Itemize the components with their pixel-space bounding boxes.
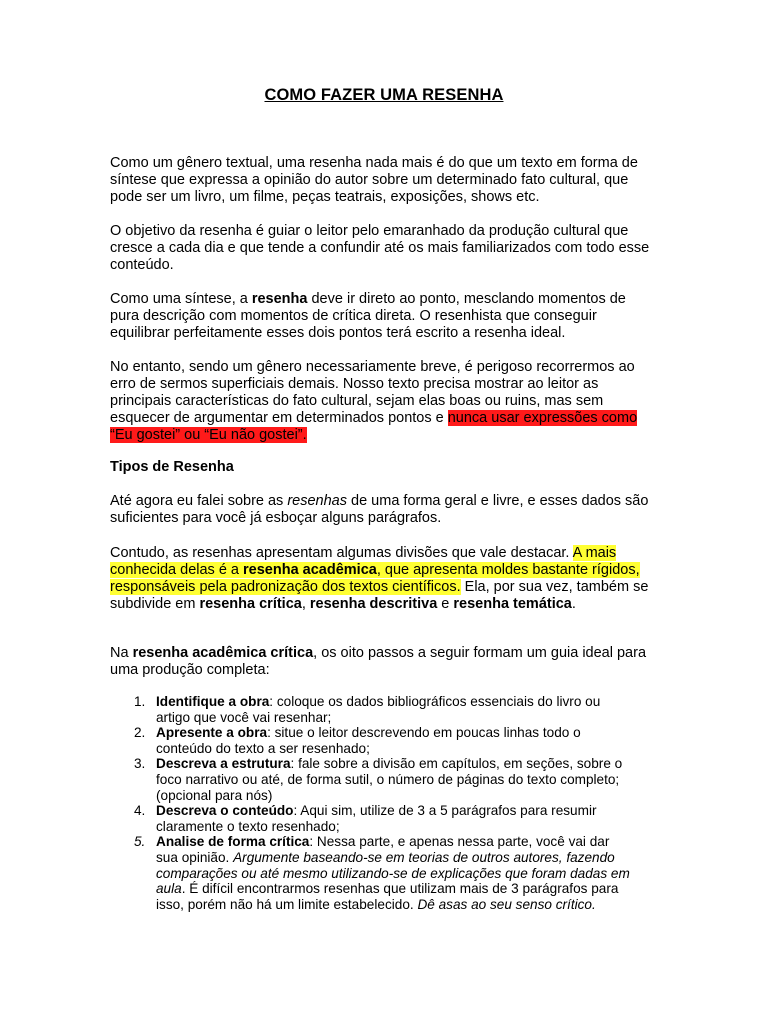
bold-term: resenha temática (453, 596, 572, 612)
text-run: : Aqui sim, utilize de 3 a 5 parágrafos para resumir claramente o texto resenhado; (156, 803, 597, 834)
text-run: : situe o leitor descrevendo em poucas linhas todo o conteúdo do texto a ser resenhado; (156, 725, 581, 756)
italic-term: Dê asas ao seu senso crítico. (417, 896, 596, 912)
list-number: 5. (134, 834, 146, 850)
bold-term: Apresente a obra (156, 725, 268, 741)
bold-term: Descreva a estrutura (156, 756, 291, 772)
list-number: 1. (134, 694, 146, 709)
list-item (110, 803, 630, 834)
paragraph-academic (110, 545, 655, 613)
text-run: A mais conhecida delas é a (110, 545, 617, 578)
bold-term: resenha descritiva (309, 596, 438, 612)
text-run: Na (110, 645, 133, 661)
paragraph-synthesis (110, 291, 655, 342)
italic-term: Argumente baseando-se em teorias de outros autores, fazendo comparações ou até mesmo utilizando-se de explicações que foram dadas em aula (156, 849, 630, 897)
text-run: , que apresenta moldes bastante rígidos, responsáveis pela padronização dos textos científicos. (110, 562, 640, 595)
text-run: Como uma síntese, a (110, 291, 252, 307)
text-run: . (571, 596, 576, 612)
paragraph-steps-intro (110, 645, 655, 679)
list-number: 3. (134, 756, 146, 772)
paragraph-intro: Como um gênero textual, uma resenha nada mais é do que um texto em forma de síntese que expressa a opinião do autor sobre um determinado fato cultural, que pode ser um livro, um filme, peças teatrais, exposições, shows etc. (110, 155, 638, 205)
bold-term: resenha crítica (199, 596, 302, 612)
bold-term: resenha (251, 291, 308, 307)
red-highlight: nunca usar expressões como “Eu gostei” ou “Eu não gostei”. (110, 410, 638, 443)
list-item (110, 756, 630, 803)
list-number: 2. (134, 725, 146, 741)
section-subtitle: Tipos de Resenha (110, 459, 234, 475)
bold-term: resenha acadêmica crítica (132, 645, 314, 661)
italic-term: resenhas (287, 493, 347, 509)
steps-list (110, 694, 630, 912)
text-run: , os oito passos a seguir formam um guia ideal para uma produção completa: (110, 645, 647, 678)
bold-term: Identifique a obra (156, 694, 270, 709)
list-number: 4. (134, 803, 146, 819)
text-run: de uma forma geral e livre, e esses dados são suficientes para você já esboçar alguns parágrafos. (110, 493, 649, 526)
text-run: : Nessa parte, e apenas nessa parte, você vai dar sua opinião. (156, 834, 610, 865)
text-run: deve ir direto ao ponto, mesclando momentos de pura descrição com momentos de crítica direta. O resenhista que conseguir equilibrar perfeitamente esses dois pontos terá escrito a resenha ideal. (110, 291, 626, 341)
bold-term: resenha acadêmica (243, 562, 377, 578)
text-run: e (437, 596, 454, 612)
text-run: Até agora eu falei sobre as (110, 493, 288, 509)
text-run: . É difícil encontrarmos resenhas que utilizam mais de 3 parágrafos para isso, porém não há um limite estabelecido. (156, 881, 619, 912)
paragraph-warning (110, 359, 655, 444)
text-run: , (301, 596, 310, 612)
paragraph-types-intro (110, 493, 655, 527)
text-run: : fale sobre a divisão em capítulos, em seções, sobre o foco narrativo ou até, de forma sutil, o número de páginas do texto completo; (opcional para nós) (156, 756, 623, 803)
list-item (110, 725, 630, 756)
text-run: : coloque os dados bibliográficos essenciais do livro ou artigo que você vai resenhar; (156, 694, 601, 725)
list-item (110, 694, 630, 725)
text-run: Contudo, as resenhas apresentam algumas divisões que vale destacar. (110, 545, 573, 561)
bold-term: Descreva o conteúdo (156, 803, 294, 819)
bold-term: Analise de forma crítica (156, 834, 310, 850)
list-item (110, 834, 630, 912)
document-title: COMO FAZER UMA RESENHA (264, 86, 504, 104)
text-run: No entanto, sendo um gênero necessariamente breve, é perigoso recorrermos ao erro de sermos superficiais demais. Nosso texto precisa mostrar ao leitor as principais características do fato cultural, sejam elas boas ou ruins, mas sem esquecer de argumentar em determinados pontos e (110, 359, 635, 426)
text-run: Ela, por sua vez, também se subdivide em (110, 579, 649, 612)
paragraph-objective: O objetivo da resenha é guiar o leitor pelo emaranhado da produção cultural que cresce a cada dia e que tende a confundir até os mais familiarizados com todo esse conteúdo. (110, 223, 650, 273)
